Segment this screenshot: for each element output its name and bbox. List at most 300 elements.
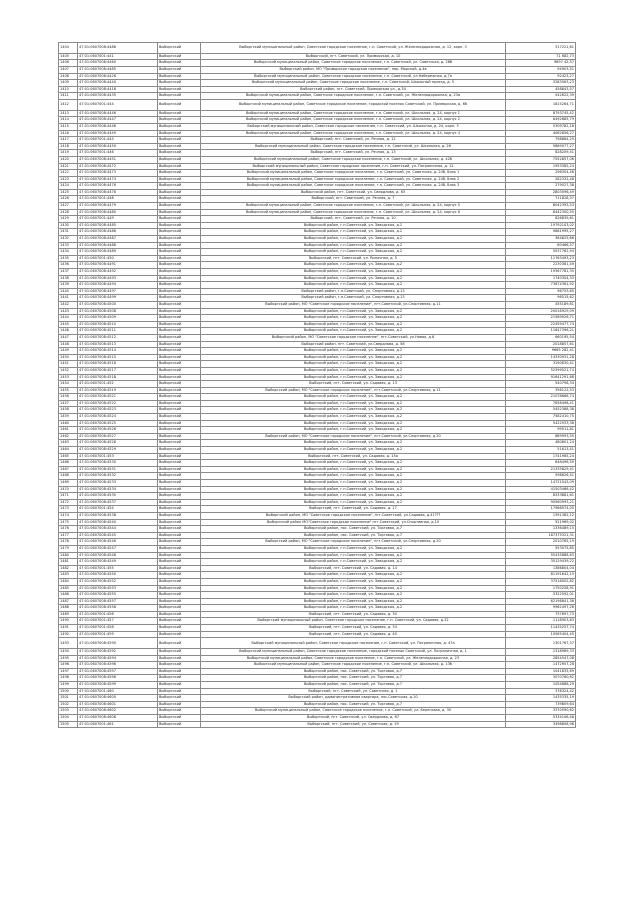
address-cell: Выборгский муниципальный район, Советское городское поселение, г.п. Советский, ул. Школьная, д. 26 [201,143,506,150]
table-row [59,229,576,236]
district-cell: Выборгский [158,163,201,170]
address-cell: Выборгский район, г.п.Советский, ул. Заводская, д.2 [201,559,506,566]
address-cell: Выборгский муниципальный район, Советское городское поселение, г.п. Советский, ул. Школьная, д. 24, корпус 2 [201,117,506,124]
cadastral-number-cell: 47:01:0607008:4476 [78,183,158,190]
cadastral-value-cell: 711828,37 [506,196,576,203]
table-row [59,460,576,467]
address-cell: Выборгский район, МО "Советское городское поселение", пгт.Советский, ул.Новая, д.6 [201,334,506,341]
address-cell: Выборгский район, г.п.Советский, ул. Заводская, д.2 [201,493,506,500]
table-row [59,381,576,388]
address-cell: Выборгский, пгт. Советский, ул. Садовая, д. 15а [201,453,506,460]
table-row [59,631,576,638]
address-cell: Выборгский муниципальный район, Советское городское поселение, г.п. Советский, ул. Школьная, д. 13б [201,662,506,669]
row-number-cell: 1480 [59,552,78,559]
cadastral-value-cell: 3498808,98 [506,721,576,728]
cadastral-value-cell: 91641291,68 [506,374,576,381]
cadastral-number-cell: 47:01:0607008:4511 [78,328,158,335]
cadastral-value-cell: 521969,02 [506,519,576,526]
address-cell: Выборгский муниципальный район, Советское городское поселение, г.п. Советский, ул. Школьная, д. 24, корпус 6 [201,209,506,216]
row-number-cell: 1473 [59,506,78,513]
district-cell: Выборгский [158,585,201,592]
district-cell: Выборгский [158,288,201,295]
district-cell: Выборгский [158,414,201,421]
cadastral-number-cell: 47:01:0607008:4538 [78,512,158,519]
table-body [59,43,576,728]
address-cell: Выборгский район, г.п.Советский, ул. Заводская, д.2 [201,585,506,592]
table-row [59,662,576,669]
district-cell: Выборгский [158,618,201,625]
address-cell: Выборгский район, г.п.Советский, ул. Заводская, д.2 [201,592,506,599]
table-row [59,117,576,124]
district-cell: Выборгский [158,638,201,649]
address-cell: Выборгский муниципальный район, Советское городское поселение, г.п. Советский, ул. Школьная, д. 24, корпус 1 [201,110,506,117]
district-cell: Выборгский [158,486,201,493]
cadastral-number-cell: 47:01:0607008:4440 [78,80,158,87]
address-cell: Выборгский район, г.п.Советский, ул. Заводская, д.2 [201,269,506,276]
district-cell: Выборгский [158,381,201,388]
address-cell: Выборгский муниципальный район, Советское городское поселение, г.п. Советский, ул. Пограничная, д. 47а [201,638,506,649]
table-row [59,688,576,695]
table-row [59,73,576,80]
address-cell: Выборгский район, пгт. Советский, Приморская ул., д.34 [201,86,506,93]
row-number-cell: 1438 [59,275,78,282]
cadastral-number-cell: 47:01:0607008:4479 [78,203,158,210]
row-number-cell: 1421 [59,163,78,170]
address-cell: Выборгский муниципальный район, Советское городское поселение, г.п. Советский, ул. Школьная, д. 42б [201,156,506,163]
row-number-cell: 1505 [59,721,78,728]
cadastral-value-cell: 17986974,05 [506,506,576,513]
cadastral-number-cell: 47:01:0607008:4549 [78,559,158,566]
table-row [59,447,576,454]
table-row [59,506,576,513]
cadastral-number-cell: 47:01:0607008:4594 [78,655,158,662]
cadastral-number-cell: 47:01:0607008:4510 [78,321,158,328]
row-number-cell: 1468 [59,473,78,480]
table-row [59,110,576,117]
table-row [59,334,576,341]
address-cell: Выборгский район, МО "Советское городское поселение", пгт.Советский, ул.Спортивная, д.11 [201,301,506,308]
row-number-cell: 1405 [59,53,78,60]
district-cell: Выборгский [158,176,201,183]
address-cell: Выборгский муниципальный район, Советское городское поселение, г.п. Советский, ул. Железнодорожная, д. 12, корп. 3 [201,43,506,54]
address-cell: Выборгский район, г.п.Советский, ул. Заводская, д.2 [201,315,506,322]
district-cell: Выборгский [158,143,201,150]
table-row [59,262,576,269]
table-row [59,176,576,183]
table-row [59,701,576,708]
row-number-cell: 1469 [59,480,78,487]
cadastral-number-cell: 47:01:0607008:4447 [78,117,158,124]
cadastral-value-cell: 2230381,49 [506,262,576,269]
address-cell: Выборгский район, г.п.Советский, ул. Заводская, д.2 [201,447,506,454]
row-number-cell: 1491 [59,625,78,632]
table-row [59,708,576,715]
cadastral-number-cell: 47:01:0607008:4472 [78,163,158,170]
table-row [59,668,576,675]
row-number-cell: 1494 [59,649,78,656]
cadastral-number-cell: 47:01:0607008:4526 [78,427,158,434]
address-cell: Выборгский район, г.п.Советский, ул. Заводская, д.2 [201,400,506,407]
cadastral-number-cell: 47:01:0607001:457 [78,618,158,625]
cadastral-number-cell: 47:01:0607008:4550 [78,572,158,579]
address-cell: Выборгский, пгт. Советский, ул. Садовая, д. 17 [201,506,506,513]
table-row [59,400,576,407]
cadastral-value-cell: 7552857,06 [506,156,576,163]
address-cell: Выборгский район, пос. Советский, ул. Торговая, д.7 [201,532,506,539]
district-cell: Выборгский [158,578,201,585]
cadastral-value-cell: 3370590,62 [506,708,576,715]
district-cell: Выборгский [158,367,201,374]
table-row [59,354,576,361]
district-cell: Выборгский [158,499,201,506]
row-number-cell: 1502 [59,701,78,708]
cadastral-number-cell: 47:01:0607008:4514 [78,348,158,355]
cadastral-number-cell: 47:01:0607008:4508 [78,308,158,315]
address-cell: Выборгский муниципальный район, Советское городское поселение, г.п. Советский, ул. Железнодорожная, д. 23 [201,655,506,662]
row-number-cell: 1436 [59,262,78,269]
cadastral-value-cell: 55435888,63 [506,552,576,559]
row-number-cell: 1419 [59,150,78,157]
cadastral-value-cell: 8793745,42 [506,110,576,117]
row-number-cell: 1450 [59,354,78,361]
district-cell: Выборгский [158,236,201,243]
row-number-cell: 1453 [59,374,78,381]
cadastral-number-cell: 47:01:0607001:448 [78,196,158,203]
address-cell: Выборгский, пгт. Советский, ул. Советская, д. 19 [201,721,506,728]
address-cell: Выборгский район, г.п.Советский, ул. Заводская, д.2 [201,348,506,355]
cadastral-value-cell: 5037762,94 [506,249,576,256]
table-row [59,649,576,656]
table-row [59,236,576,243]
cadastral-number-cell: 47:01:0607008:4512 [78,334,158,341]
table-row [59,222,576,229]
row-number-cell: 1411 [59,93,78,100]
district-cell: Выборгский [158,655,201,662]
cadastral-value-cell: 1740304,33 [506,275,576,282]
table-row [59,486,576,493]
cadastral-value-cell: 80466,57 [506,242,576,249]
cadastral-number-cell: 47:01:0607008:4531 [78,466,158,473]
district-cell: Выборгский [158,361,201,368]
cadastral-number-cell: 47:01:0607008:4525 [78,420,158,427]
table-row [59,295,576,302]
table-row [59,328,576,335]
cadastral-number-cell: 47:01:0607008:4553 [78,585,158,592]
row-number-cell: 1485 [59,585,78,592]
address-cell: Выборгский район, МО "Советское городское поселение", пгт.Советский, ул.Садовая, д.41??? [201,512,506,519]
row-number-cell: 1455 [59,387,78,394]
address-cell: Выборгский, пгт. Советский, ул. Садовая, д. 34 [201,625,506,632]
cadastral-value-cell: 296304,46 [506,170,576,177]
address-cell: Выборгский муниципальный район, Советское городское поселение, г.п. Советский, ул. Береговая, д. 30 [201,708,506,715]
row-number-cell: 1440 [59,288,78,295]
cadastral-number-cell: 47:01:0607008:4537 [78,499,158,506]
table-row [59,143,576,150]
cadastral-value-cell: 1741985,24 [506,453,576,460]
district-cell: Выборгский [158,315,201,322]
table-row [59,99,576,110]
cadastral-value-cell: 1054888,29 [506,682,576,689]
district-cell: Выборгский [158,559,201,566]
cadastral-number-cell: 47:01:0607001:454 [78,506,158,513]
row-number-cell: 1425 [59,189,78,196]
table-row [59,367,576,374]
registry-sheet [58,42,575,728]
row-number-cell: 1424 [59,183,78,190]
cadastral-number-cell: 47:01:0607001:446 [78,150,158,157]
district-cell: Выборгский [158,387,201,394]
address-cell: Выборгский район, МО "Советское городское поселение", пгт.Советский, ул.Спортивная, д.20 [201,433,506,440]
cadastral-number-cell: 47:01:0607008:4522 [78,400,158,407]
cadastral-number-cell: 47:01:0607001:450 [78,255,158,262]
cadastral-number-cell: 47:01:0607008:4524 [78,414,158,421]
district-cell: Выборгский [158,255,201,262]
district-cell: Выборгский [158,433,201,440]
cadastral-number-cell: 47:01:0607008:4519 [78,387,158,394]
cadastral-number-cell: 47:01:0607008:4517 [78,367,158,374]
table-row [59,453,576,460]
table-row [59,598,576,605]
address-cell: Выборгский район, г.п.Советский, ул. Заводская, д.2 [201,466,506,473]
table-row [59,414,576,421]
cadastral-value-cell: 660195,54 [506,334,576,341]
table-row [59,499,576,506]
address-cell: Выборгский муниципальный район, Советское городское поселение, г.п. Советский, ул. Школьная, д. 24, корпус 4 [201,130,506,137]
table-row [59,539,576,546]
cadastral-value-cell: 9881995,27 [506,229,576,236]
address-cell: Выборгский, пгт. Советский, ул. Речная, д. 10 [201,216,506,223]
address-cell: Выборгский район, МО "Приморское городское поселение", пер. Морской, д.4в [201,66,506,73]
district-cell: Выборгский [158,110,201,117]
cadastral-value-cell: 41503466,42 [506,486,576,493]
table-row [59,532,576,539]
row-number-cell: 1493 [59,638,78,649]
cadastral-number-cell: 47:01:0607008:4590 [78,638,158,649]
table-row [59,341,576,348]
table-row [59,53,576,60]
row-number-cell: 1423 [59,176,78,183]
row-number-cell: 1464 [59,447,78,454]
address-cell: Выборгский район, пос. Советский, ул. Торговая, д.7 [201,682,506,689]
table-row [59,308,576,315]
row-number-cell: 1449 [59,348,78,355]
row-number-cell: 1444 [59,315,78,322]
cadastral-number-cell: 47:01:0607008:4548 [78,552,158,559]
cadastral-number-cell: 47:01:0607008:4545 [78,532,158,539]
row-number-cell: 1408 [59,73,78,80]
table-row [59,156,576,163]
address-cell: Выборгский район, г.п.Советский, ул. Заводская, д.2 [201,414,506,421]
address-cell: Выборгский район, г.п.Советский, ул. Заводская, д.2 [201,262,506,269]
row-number-cell: 1462 [59,433,78,440]
table-row [59,209,576,216]
table-row [59,526,576,533]
address-cell: Выборгский муниципальный район, Советское городское поселение, г.п. Советский, Школьный проезд, д. 5 [201,80,506,87]
cadastral-value-cell: 62198841,38 [506,598,576,605]
row-number-cell: 1466 [59,460,78,467]
cadastral-value-cell: 1953385,24 [506,163,576,170]
district-cell: Выборгский [158,321,201,328]
district-cell: Выборгский [158,73,201,80]
row-number-cell: 1410 [59,86,78,93]
cadastral-number-cell: 47:01:0607008:4599 [78,682,158,689]
table-row [59,269,576,276]
row-number-cell: 1461 [59,427,78,434]
table-row [59,714,576,721]
table-row [59,559,576,566]
district-cell: Выборгский [158,649,201,656]
cadastral-value-cell: 7658498,41 [506,400,576,407]
cadastral-value-cell: 739809,64 [506,701,576,708]
district-cell: Выборгский [158,688,201,695]
row-number-cell: 1486 [59,592,78,599]
cadastral-value-cell: 81191642,15 [506,572,576,579]
cadastral-number-cell: 47:01:0607008:4426 [78,73,158,80]
table-row [59,348,576,355]
cadastral-number-cell: 47:01:0607008:4557 [78,598,158,605]
cadastral-value-cell: 35129439,22 [506,559,576,566]
address-cell: Выборгский район, пос. Советский, ул. Торговая, д.7 [201,675,506,682]
district-cell: Выборгский [158,532,201,539]
row-number-cell: 1437 [59,269,78,276]
table-row [59,123,576,130]
table-row [59,150,576,157]
table-row [59,93,576,100]
district-cell: Выборгский [158,407,201,414]
address-cell: Выборгский район, г.п.Советский, ул. Заводская, д.2 [201,499,506,506]
cadastral-value-cell: 8333881,61 [506,493,576,500]
table-row [59,625,576,632]
address-cell: Выборгский район, г.п.Советский, ул. Заводская, д.2 [201,545,506,552]
address-cell: Выборгский муниципальный район, Советское городское поселение, г.п. Советский, ул.Набережная, д.7а [201,73,506,80]
table-row [59,66,576,73]
cadastral-value-cell: 94903,51 [506,66,576,73]
district-cell: Выборгский [158,60,201,67]
row-number-cell: 1504 [59,714,78,721]
cadastral-value-cell: 279027,38 [506,183,576,190]
cadastral-value-cell: 73674361,92 [506,282,576,289]
row-number-cell: 1434 [59,249,78,256]
table-row [59,519,576,526]
address-cell: Выборгский район, г.п.Советский, ул. Заводская, д.2 [201,440,506,447]
table-row [59,545,576,552]
row-number-cell: 1498 [59,675,78,682]
address-cell: Выборгский, пгт. Советский, ул. Речная, д. 7 [201,196,506,203]
cadastral-value-cell: 455189,81 [506,301,576,308]
row-number-cell: 1442 [59,301,78,308]
district-cell: Выборгский [158,440,201,447]
district-cell: Выборгский [158,334,201,341]
cadastral-number-cell: 47:01:0607008:4435 [78,93,158,100]
district-cell: Выборгский [158,203,201,210]
row-number-cell: 1407 [59,66,78,73]
table-row [59,572,576,579]
address-cell: Выборгский район, г.п.Советский, ул. Заводская, д.2 [201,321,506,328]
cadastral-number-cell: 47:01:0607001:441 [78,53,158,60]
table-row [59,682,576,689]
row-number-cell: 1456 [59,394,78,401]
row-number-cell: 1471 [59,493,78,500]
district-cell: Выборгский [158,519,201,526]
address-cell: Выборгский район, г.п.Советский, ул. Заводская, д.2 [201,242,506,249]
address-cell: Выборгский район, пос. Советский, ул. Торговая, д.7 [201,668,506,675]
district-cell: Выборгский [158,512,201,519]
table-row [59,427,576,434]
row-number-cell: 1443 [59,308,78,315]
row-number-cell: 1426 [59,196,78,203]
cadastral-value-cell: 826839,61 [506,216,576,223]
cadastral-number-cell: 47:01:0607008:4513 [78,341,158,348]
row-number-cell: 1412 [59,99,78,110]
table-row [59,80,576,87]
cadastral-value-cell: 11647396,21 [506,328,576,335]
cadastral-number-cell: 47:01:0607008:4499 [78,295,158,302]
row-number-cell: 1474 [59,512,78,519]
cadastral-value-cell: 21589926,71 [506,315,576,322]
cadastral-number-cell: 47:01:0607008:4547 [78,545,158,552]
row-number-cell: 1489 [59,611,78,618]
cadastral-number-cell: 47:01:0607008:4488 [78,242,158,249]
cadastral-number-cell: 47:01:0607001:461 [78,721,158,728]
cadastral-value-cell: 11763493,23 [506,255,576,262]
district-cell: Выборгский [158,400,201,407]
district-cell: Выборгский [158,301,201,308]
cadastral-number-cell: 47:01:0607008:4446 [78,110,158,117]
cadastral-value-cell: 21335829,41 [506,466,576,473]
district-cell: Выборгский [158,99,201,110]
cadastral-value-cell: 7582410,75 [506,414,576,421]
cadastral-number-cell: 47:01:0607008:4449 [78,130,158,137]
district-cell: Выборгский [158,66,201,73]
cadastral-number-cell: 47:01:0607008:4515 [78,354,158,361]
row-number-cell: 1432 [59,236,78,243]
cadastral-number-cell: 47:01:0607001:449 [78,216,158,223]
district-cell: Выборгский [158,354,201,361]
district-cell: Выборгский [158,394,201,401]
district-cell: Выборгский [158,572,201,579]
row-number-cell: 1445 [59,321,78,328]
address-cell: Выборгский район, пгт. Советский, ул. Свердлова, д. 63 [201,189,506,196]
cadastral-number-cell: 47:01:0607008:4540 [78,519,158,526]
row-number-cell: 1430 [59,222,78,229]
district-cell: Выборгский [158,460,201,467]
address-cell: Выборгский район, г.п.Советский, ул. Заводская, д.2 [201,552,506,559]
cadastral-value-cell: 10565404,45 [506,631,576,638]
cadastral-value-cell: 1386804,04 [506,565,576,572]
address-cell: Выборгский район, г.п.Советский, ул. Заводская, д.2 [201,578,506,585]
table-row [59,420,576,427]
cadastral-value-cell: 2803596,49 [506,189,576,196]
cadastral-value-cell: 14721543,09 [506,480,576,487]
address-cell: Выборгский, пгт. Советский, ул. Речная, д. 12 [201,137,506,144]
cadastral-number-cell: 47:01:0607008:4523 [78,407,158,414]
row-number-cell: 1439 [59,282,78,289]
address-cell: Выборгский район, г.п.Советский, ул. Спортивная, д.13 [201,288,506,295]
table-row [59,387,576,394]
address-cell: Выборгский, пгт. Советский, ул. Садовая, д. 13 [201,381,506,388]
table-row [59,288,576,295]
address-cell: Выборгский район, г.п.Советский, ул. Заводская, д.2 [201,394,506,401]
table-row [59,315,576,322]
address-cell: Выборгский район, г.п.Советский, ул. Заводская, д.2 [201,427,506,434]
row-number-cell: 1463 [59,440,78,447]
district-cell: Выборгский [158,662,201,669]
cadastral-number-cell: 47:01:0607001:452 [78,381,158,388]
table-row [59,638,576,649]
cadastral-number-cell: 47:01:0607008:4600 [78,695,158,702]
district-cell: Выборгский [158,592,201,599]
cadastral-value-cell: 52399521,74 [506,367,576,374]
